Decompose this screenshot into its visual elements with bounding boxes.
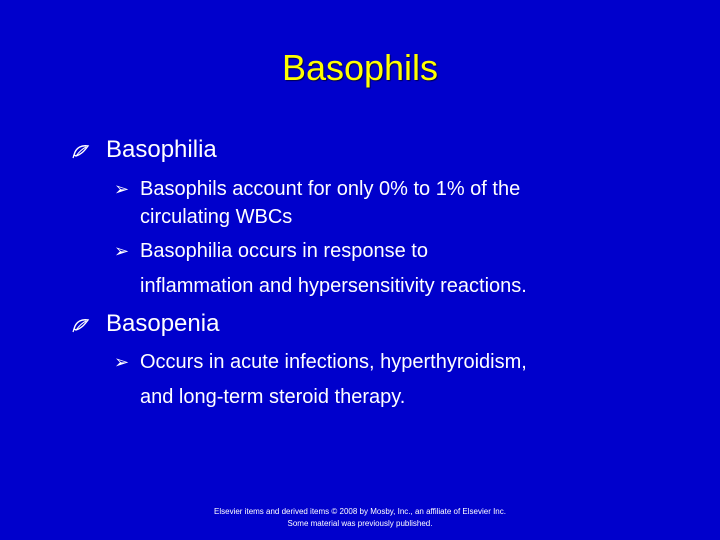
footer-line: Elsevier items and derived items © 2008 by Mosby, Inc., an affiliate of Elsevier Inc. bbox=[214, 507, 506, 516]
sub-bullet-line: and long-term steroid therapy. bbox=[140, 386, 406, 408]
arrowhead-icon: ➢ bbox=[114, 352, 130, 372]
leaf-fleuron-icon bbox=[72, 317, 90, 333]
sub-bullet-line: Basophils account for only 0% to 1% of the bbox=[140, 178, 521, 200]
leaf-fleuron-icon bbox=[72, 143, 90, 159]
sub-bullet-line: circulating WBCs bbox=[140, 206, 293, 228]
sub-bullet-continuation bbox=[140, 200, 292, 235]
sub-bullet-line: Basophilia occurs in response to bbox=[140, 240, 428, 262]
slide-title: Basophils bbox=[281, 47, 439, 88]
bullet-label: Basopenia bbox=[106, 310, 220, 337]
copyright-footer bbox=[0, 506, 720, 530]
bullet-label: Basophilia bbox=[106, 136, 217, 163]
sub-bullet-continuation bbox=[140, 380, 405, 415]
arrowhead-icon: ➢ bbox=[114, 241, 130, 261]
arrowhead-icon: ➢ bbox=[114, 179, 130, 199]
sub-bullet-line: Occurs in acute infections, hyperthyroidism, bbox=[140, 351, 527, 373]
sub-bullet-line: inflammation and hypersensitivity reactions. bbox=[140, 275, 527, 297]
footer-line: Some material was previously published. bbox=[287, 519, 433, 528]
sub-bullet-continuation bbox=[140, 269, 527, 304]
